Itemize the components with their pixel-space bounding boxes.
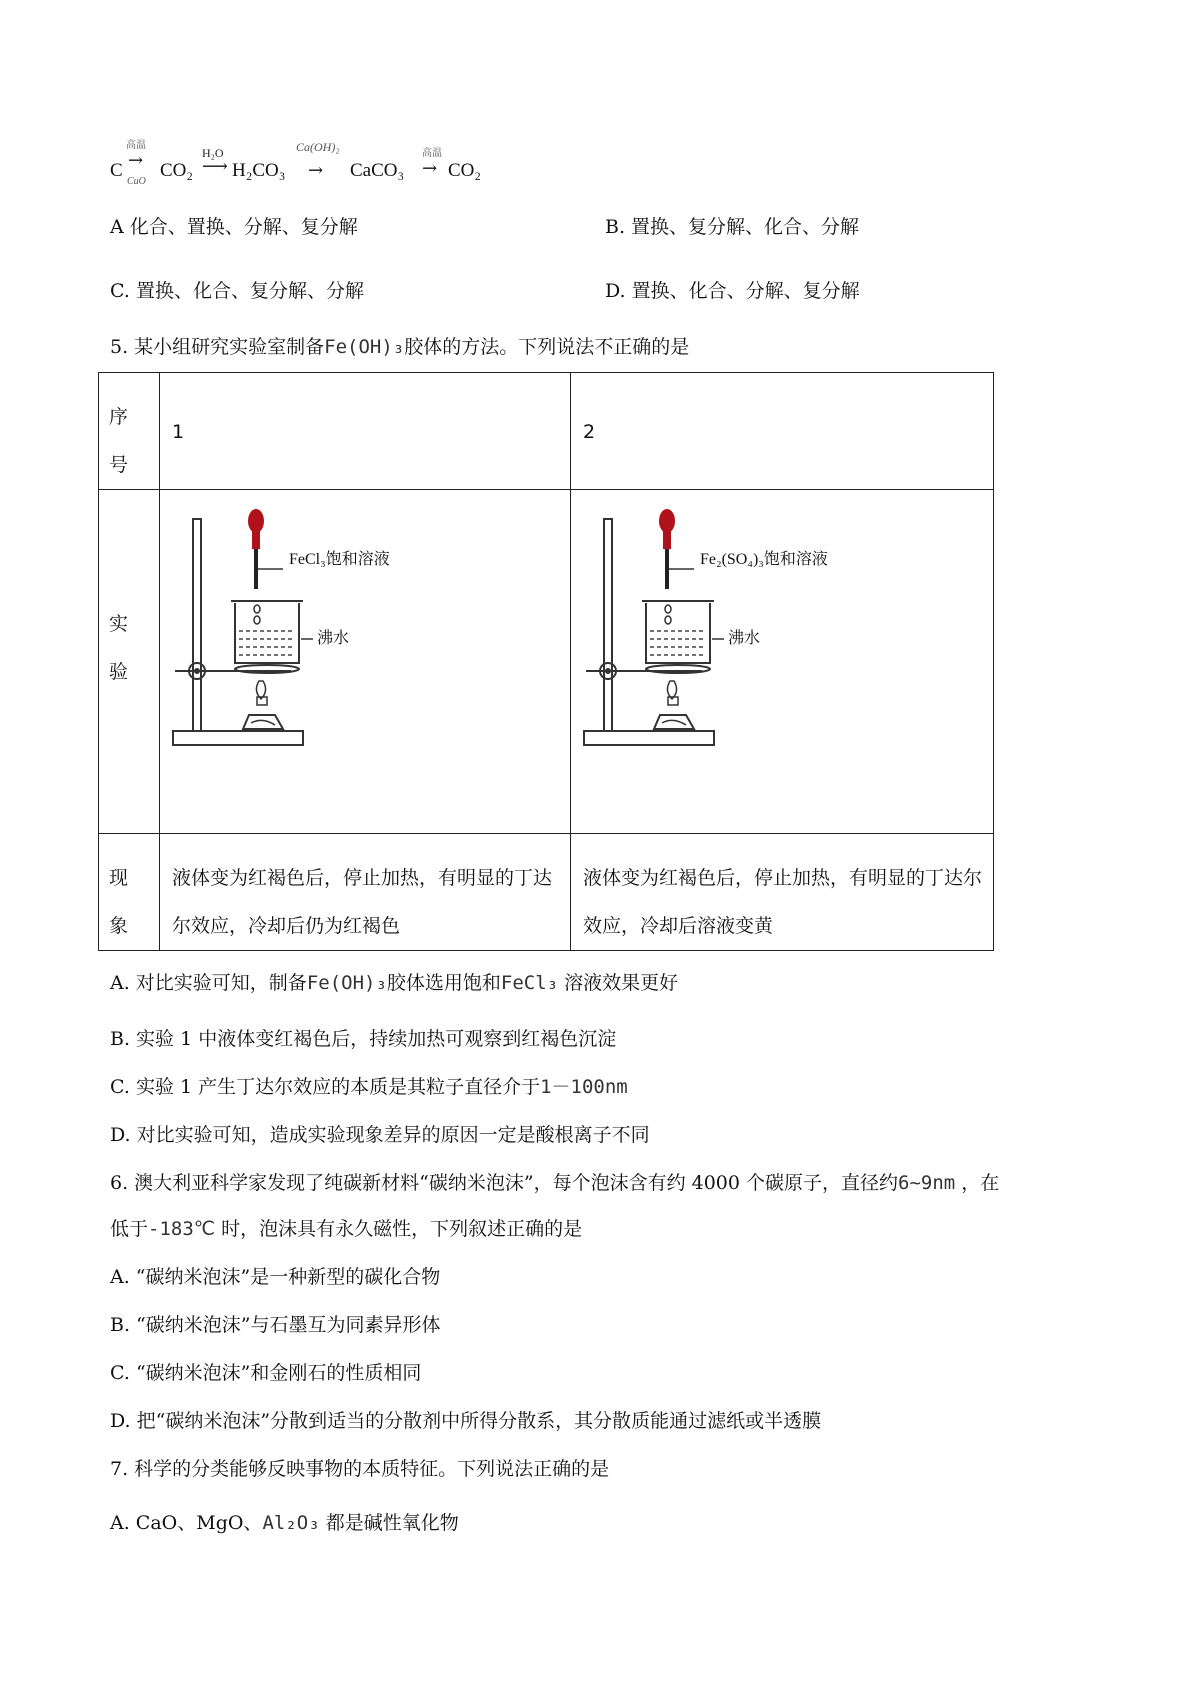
header-experiment: 实 验 xyxy=(99,490,160,834)
condition-high-temp: 高温 xyxy=(126,140,146,151)
q6-option-a: A. “碳纳米泡沫”是一种新型的碳化合物 xyxy=(110,1266,441,1288)
species-co2: CO₂ xyxy=(448,160,482,181)
arrow: ⟶ xyxy=(202,156,228,177)
q6-option-d: D. 把“碳纳米泡沫”分散到适当的分散剂中所得分散系，其分散质能通过滤纸或半透膜 xyxy=(110,1410,822,1432)
phenomenon-1: 液体变为红褐色后，停止加热，有明显的丁达尔效应，冷却后仍为红褐色 xyxy=(160,834,571,951)
q6-option-b: B. “碳纳米泡沫”与石墨互为同素异形体 xyxy=(110,1314,441,1336)
condition-cuo: CuO xyxy=(127,176,146,187)
exp-number-2: 2 xyxy=(571,373,994,490)
reaction-chain xyxy=(110,136,510,196)
q5-option-a: A. 对比实验可知，制备Fe(OH)₃胶体选用饱和FeCl₃ 溶液效果更好 xyxy=(110,972,679,994)
q4-option-b: B. 置换、复分解、化合、分解 xyxy=(605,216,860,238)
q5-option-d: D. 对比实验可知，造成实验现象差异的原因一定是酸根离子不同 xyxy=(110,1124,650,1146)
q5-stem: 5. 某小组研究实验室制备Fe(OH)₃胶体的方法。下列说法不正确的是 xyxy=(110,336,690,358)
q7-stem: 7. 科学的分类能够反映事物的本质特征。下列说法正确的是 xyxy=(110,1458,610,1480)
experiment-table xyxy=(98,372,994,951)
exp-number-1: 1 xyxy=(160,373,571,490)
arrow: → xyxy=(422,158,438,179)
species-c: C xyxy=(110,160,123,181)
header-seq: 序 号 xyxy=(99,373,160,490)
species-co2: CO₂ xyxy=(160,160,194,181)
species-caco3: CaCO₃ xyxy=(350,160,405,181)
condition-caoh2: Ca(OH)₂ xyxy=(296,140,340,154)
arrow: → xyxy=(308,160,324,181)
condition-high-temp: 高温 xyxy=(422,148,442,159)
q5-option-b: B. 实验 1 中液体变红褐色后，持续加热可观察到红褐色沉淀 xyxy=(110,1028,617,1050)
q4-option-d: D. 置换、化合、分解、复分解 xyxy=(605,280,860,302)
q6-option-c: C. “碳纳米泡沫”和金刚石的性质相同 xyxy=(110,1362,422,1384)
q4-option-c: C. 置换、化合、复分解、分解 xyxy=(110,280,364,302)
apparatus-2: Fe₂(SO₄)₃饱和溶液 沸水 xyxy=(571,490,994,834)
q6-stem-line2: 低于-183℃ 时，泡沫具有永久磁性，下列叙述正确的是 xyxy=(110,1218,583,1240)
phenomenon-2: 液体变为红褐色后，停止加热，有明显的丁达尔效应，冷却后溶液变黄 xyxy=(571,834,994,951)
condition-h2o: H₂O xyxy=(202,146,224,160)
apparatus-diagram-2 xyxy=(572,491,952,781)
header-phenomenon: 现 象 xyxy=(99,834,160,951)
q6-stem-line1: 6. 澳大利亚科学家发现了纯碳新材料“碳纳米泡沫”，每个泡沫含有约 4000 个碳原子，直径约6~9nm ，在 xyxy=(110,1172,1000,1194)
arrow: → xyxy=(128,150,144,171)
q4-option-a: A 化合、置换、分解、复分解 xyxy=(110,216,358,238)
apparatus-diagram-1 xyxy=(161,491,541,781)
q5-option-c: C. 实验 1 产生丁达尔效应的本质是其粒子直径介于1－100nm xyxy=(110,1076,628,1098)
q7-option-a: A. CaO、MgO、Al₂O₃ 都是碱性氧化物 xyxy=(110,1512,459,1534)
apparatus-1: FeCl₃饱和溶液 沸水 xyxy=(160,490,571,834)
species-h2co3: H₂CO₃ xyxy=(232,160,286,181)
